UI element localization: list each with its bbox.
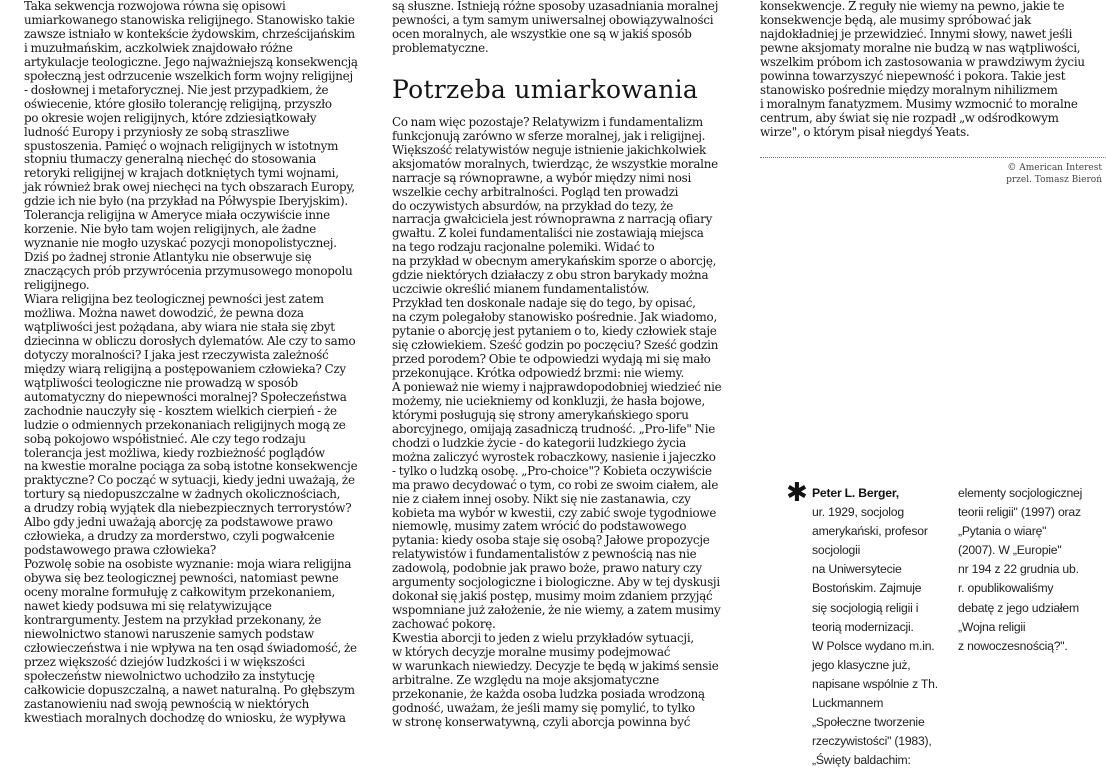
text-line: Przykład ten doskonale nadaje się do tego, by opisać, [392,296,696,311]
text-line: człowieczeństwa i nie wpływa na ten osąd świadomość, że [24,640,357,655]
bio-line: elementy socjologicznej [958,486,1083,500]
article-column-3 [760,0,1106,140]
text-line: dokonał się jakiś postęp, musimy moim zdaniem przyjąć [392,589,713,604]
bio-line: amerykański, profesor [812,524,928,539]
bio-line: „Społeczne tworzenie [812,715,925,730]
bio-line: (2007). W „Europie" [958,543,1062,558]
bio-line: teorii religii" (1997) oraz [958,505,1081,520]
text-line: przekonanie, że każda osoba ludzka posiada wrodzoną [392,686,705,701]
text-line: Taka sekwencja rozwojowa równa się opisowi [24,0,286,13]
text-line: artykulacje teologiczne. Jego najważniejszą konsekwencją [24,54,358,69]
text-line: dziecinna w obliczu dorosłych dylematów. Ale czy to samo [24,333,356,348]
text-line: wirze", o którym pisał niegdyś Yeats. [760,124,970,139]
bio-line: „Święty baldachim: [812,753,911,768]
text-line: kobieta ma wybór w kwestii, czy zabić swoje tygodniowe [392,505,717,520]
text-line: korzenie. Nie było tam wojen religijnych, ale żadne [24,222,317,237]
text-line: najdokładniej je przewidzieć. Innymi słowy, nawet jeśli [760,26,1073,41]
bio-line: W Polsce wydano m.in. [812,638,935,653]
text-line: Wiara religijna bez teologicznej pewności jest zatem [24,292,324,307]
text-line: niewolnictwo stanowi naruszenie samych podstaw [24,626,314,641]
bio-line: Bostońskim. Zajmuje [812,581,922,596]
text-line: A ponieważ nie wiemy i najprawdopodobniej wiedzieć nie [392,379,722,394]
text-line: powinna towarzyszyć niepewność i pokora. Takie jest [760,68,1066,83]
text-line: wątpliwości jest pożądana, aby wiara nie stała się zbyt [24,319,335,334]
bio-line: napisane wspólnie z Th. [812,676,938,691]
text-line: człowieka, a drudzy za morderstwo, czyli pogwałcenie [24,529,335,544]
article-column-2 [392,0,738,730]
bio-line: debatę z jego udziałem [958,600,1079,615]
text-line: kontrargumenty. Jestem na przykład przekonany, że [24,612,322,627]
text-line: argumenty socjologiczne i biologiczne. Aby w tej dyskusji [392,575,720,590]
bio-line: ur. 1929, socjolog [812,505,904,520]
text-line: tortury są niedopuszczalne w żadnych okolicznościach, [24,487,341,502]
text-line: tolerancja jest możliwa, kiedy rozbieżność poglądów [24,445,325,460]
text-line: oświecenie, które głosiło tolerancję religijną, przyszło [24,96,332,111]
text-line: zawsze istniało w kontekście żydowskim, chrześcijańskim [24,26,355,41]
text-line: w stronę konserwatywną, czyli aborcja powinna być [392,714,691,729]
text-line: ludzie o odmiennych przekonaniach religijnych mogą ze [24,417,346,432]
text-line: narracje są równoprawne, a wybór między nimi nosi [392,170,692,185]
text-line: godność, uważam, że jeśli mamy się pomylić, to tylko [392,700,695,715]
text-line: Większość relatywistów neguje istnienie jakichkolwiek [392,142,706,157]
text-line: relatywistów i fundamentalistów z pewnością nas nie [392,547,697,562]
text-line: obywa się bez teologicznej pewności, natomiast pewne [24,571,339,586]
bio-line: socjologii [812,543,861,558]
bio-line: „Pytania o wiarę" [958,524,1047,539]
text-line: możliwa. Można nawet dowodzić, że pewna doza [24,305,304,320]
bio-line: na Uniwersytecie [812,562,902,577]
text-line: którymi posługują się strony amerykańskiego sporu [392,407,689,422]
bio-line: się socjologią religii i [812,600,919,615]
text-line: na przykład w obecnym amerykańskim sporze o aborcję, [392,254,717,269]
text-line: chodzi o ludzkie życie - do kategorii ludzkiego życia [392,435,687,450]
text-line: gdzie niektórych działaczy z obu stron barykady można [392,268,709,283]
text-line: umiarkowanego stanowiska religijnego. Stanowisko takie [24,12,355,27]
text-line: między wiarą religijną a postępowaniem człowieka? Czy [24,361,346,376]
text-line: zadowolą, podobnie jak prawo boże, prawo natury czy [392,561,702,576]
text-line: sobą pokojowo współistnieć. Ale czy tego rodzaju [24,431,306,446]
text-line: funkcjonują zarówno w sferze moralnej, jak i religijnej. [392,128,706,143]
text-line: ludność Europy i przyniosły ze sobą straszliwe [24,124,290,139]
text-line: wątpliwości teologiczne nie prowadzą w sposób [24,375,298,390]
text-line: są słuszne. Istnieją różne sposoby uzasadniania moralnej [392,0,719,13]
text-line: nie z ciałem innej osoby. Nikt się nie zastanawia, czy [392,491,691,506]
text-line: praktyczne? Co począć w sytuacji, kiedy jedni uważają, że [24,473,355,488]
separator-rule [760,157,1106,158]
text-line: w warunkach niewiedzy. Decyzje te będą w jakimś sensie [392,658,719,673]
text-line: zastanowieniu nad swoją pewnością w niektórych [24,696,310,711]
bio-line: teorią modernizacji. [812,619,914,634]
text-line: się człowiekiem. Sześć godzin po poczęciu? Sześć godzin [392,338,719,353]
author-bio-column-1 [812,484,938,770]
text-line: na czym polegałoby stanowisko pośrednie. Jak wiadomo, [392,310,717,325]
text-line: przed porodem? Obie te odpowiedzi wydają mi się mało [392,352,711,367]
author-name: Peter L. Berger, [812,486,899,500]
bio-line: rzeczywistości" (1983), [812,734,932,749]
text-line: stanowisko pośrednie między moralnym nihilizmem [760,82,1058,97]
text-line: Dziś po żadnej stronie Atlantyku nie obserwuje się [24,250,312,265]
text-line: pytania: kiedy osoba staje się osobą? Jałowe propozycje [392,533,710,548]
text-line: w których decyzje moralne musimy podejmować [392,645,671,660]
text-line: całkowicie dopuszczalną, a nawet naturalną. Po głębszym [24,682,355,697]
text-line: na tego rodzaju racjonalne polemiki. Widać to [392,240,655,255]
text-line: możemy, nie uciekniemy od konkluzji, że hasła bojowe, [392,393,705,408]
text-line: aborcyjnego, omijają zasadniczą trudność. „Pro-life" Nie [392,421,716,436]
bio-line: z nowoczesnością?". [958,638,1068,653]
bio-line: Luckmannem [812,696,884,711]
text-line: nawet kiedy podsuwa mi się relatywizujące [24,598,272,613]
text-line: - dosłownej i metaforycznej. Nie jest przypadkiem, że [24,82,329,97]
author-bio-column-2 [958,484,1082,656]
text-line: konsekwencje. Z reguły nie wiemy na pewno, jakie te [760,0,1065,13]
text-line: Co nam więc pozostaje? Relatywizm i fundamentalizm [392,114,703,129]
text-line: zachodnie nauczyły się - kosztem wielkich cierpień - że [24,403,337,418]
asterisk-icon: ✱ [786,478,808,508]
copyright-credit: © American Interest [1007,163,1102,173]
text-line: stopniu tłumaczy generalną niechęć do stosowania [24,152,317,167]
text-line: znaczących prób przywrócenia przymusowego monopolu [24,264,353,279]
text-line: problematyczne. [392,40,489,55]
section-heading: Potrzeba umiarkowania [392,74,699,104]
text-line: ma prawo decydować o tym, co robi ze swoim ciałem, ale [392,477,719,492]
text-line: spustoszenia. Pamięć o wojnach religijnych w istotnym [24,138,339,153]
text-line: retoryki religijnej w krajach dotkniętych tymi wojnami, [24,166,339,181]
text-line: podstawowego prawa człowieka? [24,543,217,558]
text-line: narracja gwałciciela jest równoprawna z narracją ofiary [392,212,713,227]
article-column-1 [24,0,370,726]
text-line: Kwestia aborcji to jeden z wielu przykładów sytuacji, [392,631,694,646]
text-line: do oczywistych absurdów, na przykład do tezy, że [392,198,674,213]
text-line: po okresie wojen religijnych, które zdziesiątkowały [24,110,317,125]
text-line: a drudzy robią wyjątek dla niebezpiecznych terrorystów? [24,501,352,516]
text-line: pewne aksjomaty moralne nie budzą w nas wątpliwości, [760,40,1081,55]
text-line: społeczeństw niewolnictwo uchodziło za instytucję [24,668,315,683]
text-line: pewności, a tym samym uniwersalnej obowiązywalności [392,12,714,27]
text-line: ocen moralnych, ale wszystkie one są w jakiś sposób [392,26,692,41]
bio-line: „Wojna religii [958,619,1026,634]
text-line: zachować pokorę. [392,617,496,632]
text-line: kwestiach moralnych dochodzę do wniosku, że wypływa [24,710,346,725]
text-line: wspomniane już założenie, że nie wiemy, a zatem musimy [392,603,721,618]
text-line: przez większość dziejów ludzkości i w większości [24,654,305,669]
text-line: pytanie o aborcję jest pytaniem o to, kiedy człowiek staje [392,324,717,339]
text-line: wszelkie cechy arbitralności. Pogląd ten prowadzi [392,184,679,199]
bio-line: r. opublikowaliśmy [958,581,1054,596]
text-line: i moralnym fanatyzmem. Musimy wzmocnić to moralne [760,96,1078,111]
text-line: wyznanie nie mogło uzyskać pozycji monopolistycznej. [24,236,337,251]
text-line: Pozwolę sobie na osobiste wyznanie: moja wiara religijna [24,557,352,572]
text-line: aksjomatów moralnych, twierdząc, że wszystkie moralne [392,156,718,171]
bio-line: nr 194 z 22 grudnia ub. [958,562,1079,577]
text-line: niemowlę, musimy zatem wrócić do podstawowego [392,519,687,534]
text-line: i muzułmańskim, aczkolwiek znajdowało różne [24,40,293,55]
text-line: gwałtu. Z kolei fundamentaliści nie zostawiają miejsca [392,226,704,241]
text-line: dotyczy moralności? I jaka jest rzeczywista zależność [24,347,329,362]
text-line: gdzie ich nie było (na przykład na Półwyspie Iberyjskim). [24,194,348,209]
text-line: konsekwencje będą, ale musimy spróbować jak [760,12,1031,27]
text-line: Albo gdy jedni uważają aborcję za podstawowe prawo [24,515,333,530]
text-line: wszelkim próbom ich zastosowania w prawdziwym życiu [760,54,1085,69]
text-line: centrum, aby świat się nie rozpadł „w odśrodkowym [760,110,1059,125]
bio-line: jego klasyczne już, [812,657,911,672]
text-line: można zaliczyć wyrostek robaczkowy, nasienie i jajeczko [392,449,716,464]
text-line: jak również brak owej niechęci na tych obszarach Europy, [24,180,355,195]
text-line: społeczną jest odrzucenie wszelkich form wojny religijnej [24,68,353,83]
text-line: uczciwie określić mianem fundamentalistów. [392,282,650,297]
text-line: - tylko o ludzką osobę. „Pro-choice"? Kobieta oczywiście [392,463,712,478]
translator-credit: przel. Tomasz Bieroń [1006,175,1102,185]
text-line: religijnego. [24,278,90,293]
text-line: automatyczny do niepewności moralnej? Społeczeństwa [24,389,347,404]
text-line: Tolerancja religijna w Ameryce miała oczywiście inne [24,208,330,223]
text-line: na kwestie moralne pociąga za sobą istotne konsekwencje [24,459,358,474]
text-line: arbitralne. Ze względu na moje aksjomatyczne [392,672,660,687]
text-line: oceny moralne formułuję z całkowitym przekonaniem, [24,585,335,600]
text-line: przekonujące. Krótka odpowiedź brzmi: nie wiemy. [392,365,685,380]
